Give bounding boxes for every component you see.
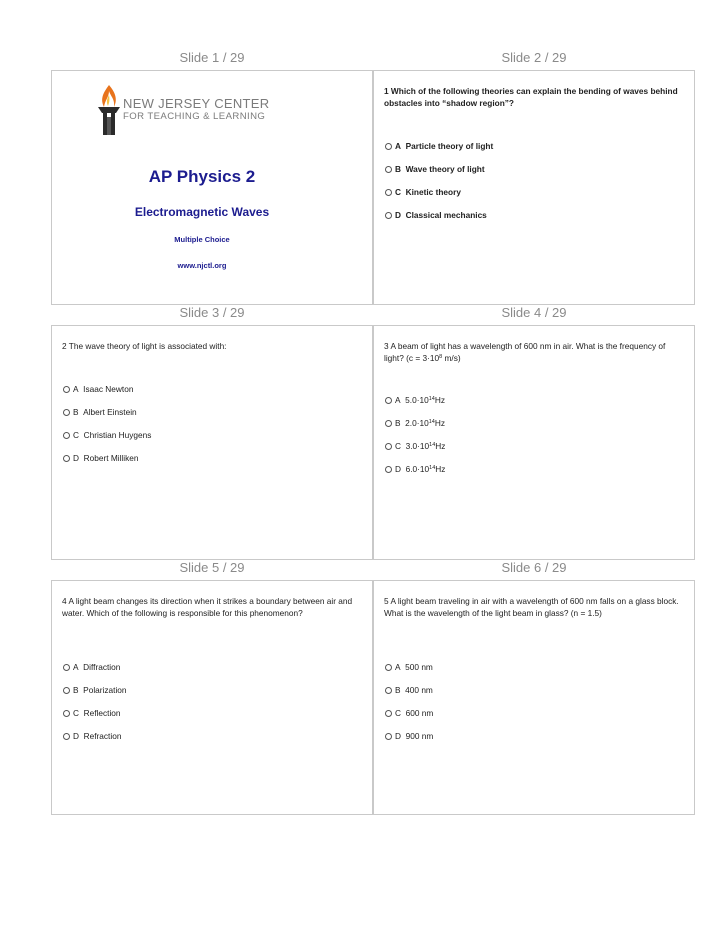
option-letter: B xyxy=(395,418,401,428)
radio-icon[interactable] xyxy=(385,212,392,219)
q3-text-exp: 8 xyxy=(439,354,443,360)
option-letter: A xyxy=(395,141,401,151)
option-text: 400 nm xyxy=(405,685,433,695)
option-exponent: 14 xyxy=(429,465,436,471)
slide-3 xyxy=(51,325,373,560)
q5-option-b[interactable] xyxy=(385,685,433,695)
option-mantissa: 3.0·10 xyxy=(405,441,430,451)
logo-line-1: NEW JERSEY CENTER xyxy=(123,96,270,111)
q3-option-d[interactable] xyxy=(385,464,445,474)
q3-option-b[interactable] xyxy=(385,418,445,428)
radio-icon[interactable] xyxy=(63,386,70,393)
option-text: Isaac Newton xyxy=(83,384,134,394)
option-text: Particle theory of light xyxy=(405,141,494,151)
radio-icon[interactable] xyxy=(385,733,392,740)
option-letter: B xyxy=(73,407,79,417)
radio-icon[interactable] xyxy=(63,455,70,462)
radio-icon[interactable] xyxy=(385,166,392,173)
radio-icon[interactable] xyxy=(385,664,392,671)
radio-icon[interactable] xyxy=(385,687,392,694)
option-text: 600 nm xyxy=(405,708,434,718)
option-unit: Hz xyxy=(434,395,445,405)
option-letter: D xyxy=(73,731,79,741)
q2-option-d[interactable] xyxy=(63,453,139,463)
option-text: Albert Einstein xyxy=(83,407,137,417)
option-letter: D xyxy=(73,453,79,463)
slide-1-label: Slide 1 / 29 xyxy=(179,50,245,65)
q4-option-a[interactable] xyxy=(63,662,120,672)
slide-6 xyxy=(373,580,695,815)
radio-icon[interactable] xyxy=(385,466,392,473)
radio-icon[interactable] xyxy=(385,143,392,150)
option-text: Robert Milliken xyxy=(83,453,139,463)
q5-option-a[interactable] xyxy=(385,662,433,672)
radio-icon[interactable] xyxy=(63,664,70,671)
option-letter: C xyxy=(395,187,401,197)
question-5-text: 5 A light beam traveling in air with a wavelength of 600 nm falls on a glass block. What is the wavelength of the light beam in glass? (n = 1.5) xyxy=(384,596,679,618)
slide-1 xyxy=(51,70,373,305)
q3-option-c[interactable] xyxy=(385,441,445,451)
question-4-text: 4 A light beam changes its direction when it strikes a boundary between air and water. Which of the following is responsible for this phenomenon? xyxy=(62,596,353,618)
radio-icon[interactable] xyxy=(385,397,392,404)
option-text: Reflection xyxy=(83,708,121,718)
option-letter: C xyxy=(395,708,401,718)
option-letter: B xyxy=(73,685,79,695)
q1-option-a[interactable] xyxy=(385,141,493,151)
option-mantissa: 5.0·10 xyxy=(405,395,429,405)
option-letter: C xyxy=(73,708,79,718)
option-text: Wave theory of light xyxy=(405,164,485,174)
option-letter: B xyxy=(395,164,401,174)
question-1-text: 1 Which of the following theories can explain the bending of waves behind obstacles into “shadow region”? xyxy=(384,86,678,108)
question-3-text xyxy=(384,340,680,364)
slide-4-label: Slide 4 / 29 xyxy=(501,305,567,320)
option-letter: D xyxy=(395,464,401,474)
q3-text-a: 3 A beam of light has a wavelength of 600 nm in air. What is the frequency of light? (c = 3·10 xyxy=(384,341,666,363)
option-text: 900 nm xyxy=(405,731,434,741)
option-letter: D xyxy=(395,731,401,741)
q4-option-d[interactable] xyxy=(63,731,121,741)
q2-option-c[interactable] xyxy=(63,430,151,440)
quiz-kind: Multiple Choice xyxy=(174,235,230,244)
option-letter: D xyxy=(395,210,401,220)
q4-option-c[interactable] xyxy=(63,708,121,718)
slide-2-label: Slide 2 / 29 xyxy=(501,50,567,65)
radio-icon[interactable] xyxy=(63,409,70,416)
option-letter: A xyxy=(73,662,79,672)
website-link[interactable]: www.njctl.org xyxy=(177,261,227,270)
radio-icon[interactable] xyxy=(63,710,70,717)
option-letter: A xyxy=(395,395,401,405)
radio-icon[interactable] xyxy=(385,189,392,196)
slide-5-label: Slide 5 / 29 xyxy=(179,560,245,575)
q3-text-b: m/s) xyxy=(442,353,461,363)
question-2-text: 2 The wave theory of light is associated with: xyxy=(62,341,227,351)
radio-icon[interactable] xyxy=(63,432,70,439)
option-text: Polarization xyxy=(83,685,127,695)
option-text: Refraction xyxy=(83,731,122,741)
q2-option-b[interactable] xyxy=(63,407,137,417)
option-letter: A xyxy=(395,662,401,672)
option-text: Diffraction xyxy=(83,662,121,672)
option-mantissa: 2.0·10 xyxy=(405,418,429,428)
logo-line-2: FOR TEACHING & LEARNING xyxy=(123,111,266,122)
option-letter: C xyxy=(73,430,79,440)
q4-option-b[interactable] xyxy=(63,685,127,695)
course-title: AP Physics 2 xyxy=(148,167,256,186)
radio-icon[interactable] xyxy=(385,420,392,427)
option-text: Kinetic theory xyxy=(405,187,461,197)
q1-option-c[interactable] xyxy=(385,187,461,197)
q5-option-c[interactable] xyxy=(385,708,433,718)
option-exponent: 14 xyxy=(428,419,435,425)
option-text: Christian Huygens xyxy=(83,430,152,440)
slide-6-label: Slide 6 / 29 xyxy=(501,560,567,575)
radio-icon[interactable] xyxy=(385,710,392,717)
option-mantissa: 6.0·10 xyxy=(405,464,430,474)
option-unit: Hz xyxy=(434,418,445,428)
radio-icon[interactable] xyxy=(385,443,392,450)
q5-option-d[interactable] xyxy=(385,731,433,741)
radio-icon[interactable] xyxy=(63,733,70,740)
q1-option-b[interactable] xyxy=(385,164,485,174)
njctl-logo-icon xyxy=(94,83,124,137)
q3-option-a[interactable] xyxy=(385,395,445,405)
radio-icon[interactable] xyxy=(63,687,70,694)
option-text: Classical mechanics xyxy=(405,210,487,220)
option-letter: B xyxy=(395,685,401,695)
option-exponent: 14 xyxy=(428,396,435,402)
unit-title: Electromagnetic Waves xyxy=(134,205,270,219)
option-exponent: 14 xyxy=(429,442,436,448)
slide-5 xyxy=(51,580,373,815)
slide-4 xyxy=(373,325,695,560)
option-text: 500 nm xyxy=(405,662,433,672)
option-unit: Hz xyxy=(435,441,446,451)
q1-option-d[interactable] xyxy=(385,210,487,220)
slide-3-label: Slide 3 / 29 xyxy=(179,305,245,320)
q2-option-a[interactable] xyxy=(63,384,133,394)
option-unit: Hz xyxy=(435,464,446,474)
slide-2 xyxy=(373,70,695,305)
option-letter: C xyxy=(395,441,401,451)
option-letter: A xyxy=(73,384,79,394)
